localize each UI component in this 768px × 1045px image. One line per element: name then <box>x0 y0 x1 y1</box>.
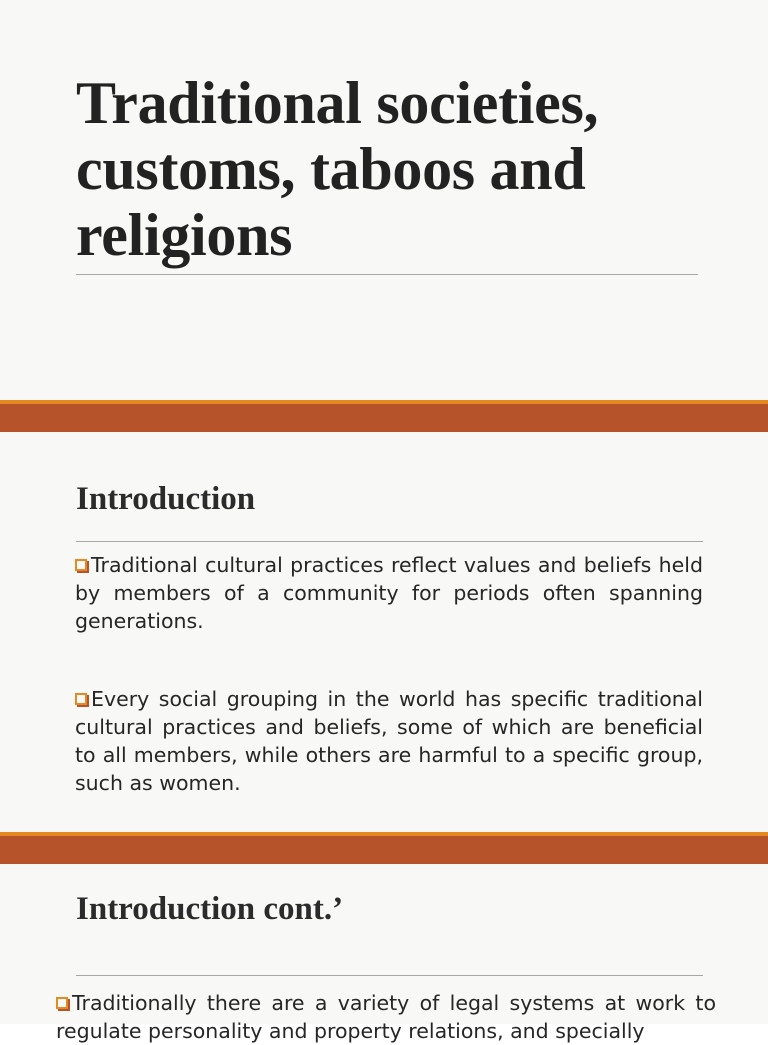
bullet-text: Traditional cultural practices reflect values and beliefs held by members of a community for periods often spanning generations. <box>75 553 703 633</box>
slide-3 <box>0 864 768 1043</box>
bullet-paragraph <box>75 685 703 797</box>
bullet-paragraph <box>75 551 703 635</box>
slide-separator-band <box>0 400 768 432</box>
hollow-square-bullet-icon <box>56 997 68 1009</box>
bullet-text: Every social grouping in the world has specific traditional cultural practices and beliefs, some of which are beneficial to all members, while others are harmful to a specific group, such as women. <box>75 687 703 795</box>
bullet-paragraph <box>56 989 716 1045</box>
slide-3-title: Introduction cont.’ <box>76 891 344 927</box>
title-divider <box>76 274 698 275</box>
hollow-square-bullet-icon <box>75 559 87 571</box>
slide-2-title: Introduction <box>76 481 256 517</box>
slide-2 <box>0 432 768 832</box>
hollow-square-bullet-icon <box>75 693 87 705</box>
title-divider <box>76 541 703 542</box>
slide-1-title: Traditional societies, customs, taboos and religions <box>76 70 599 268</box>
slide-1 <box>0 0 768 400</box>
slide-separator-band <box>0 832 768 864</box>
bullet-text: Traditionally there are a variety of legal systems at work to regulate personality and property relations, and specially <box>56 991 716 1043</box>
title-divider <box>76 975 703 976</box>
